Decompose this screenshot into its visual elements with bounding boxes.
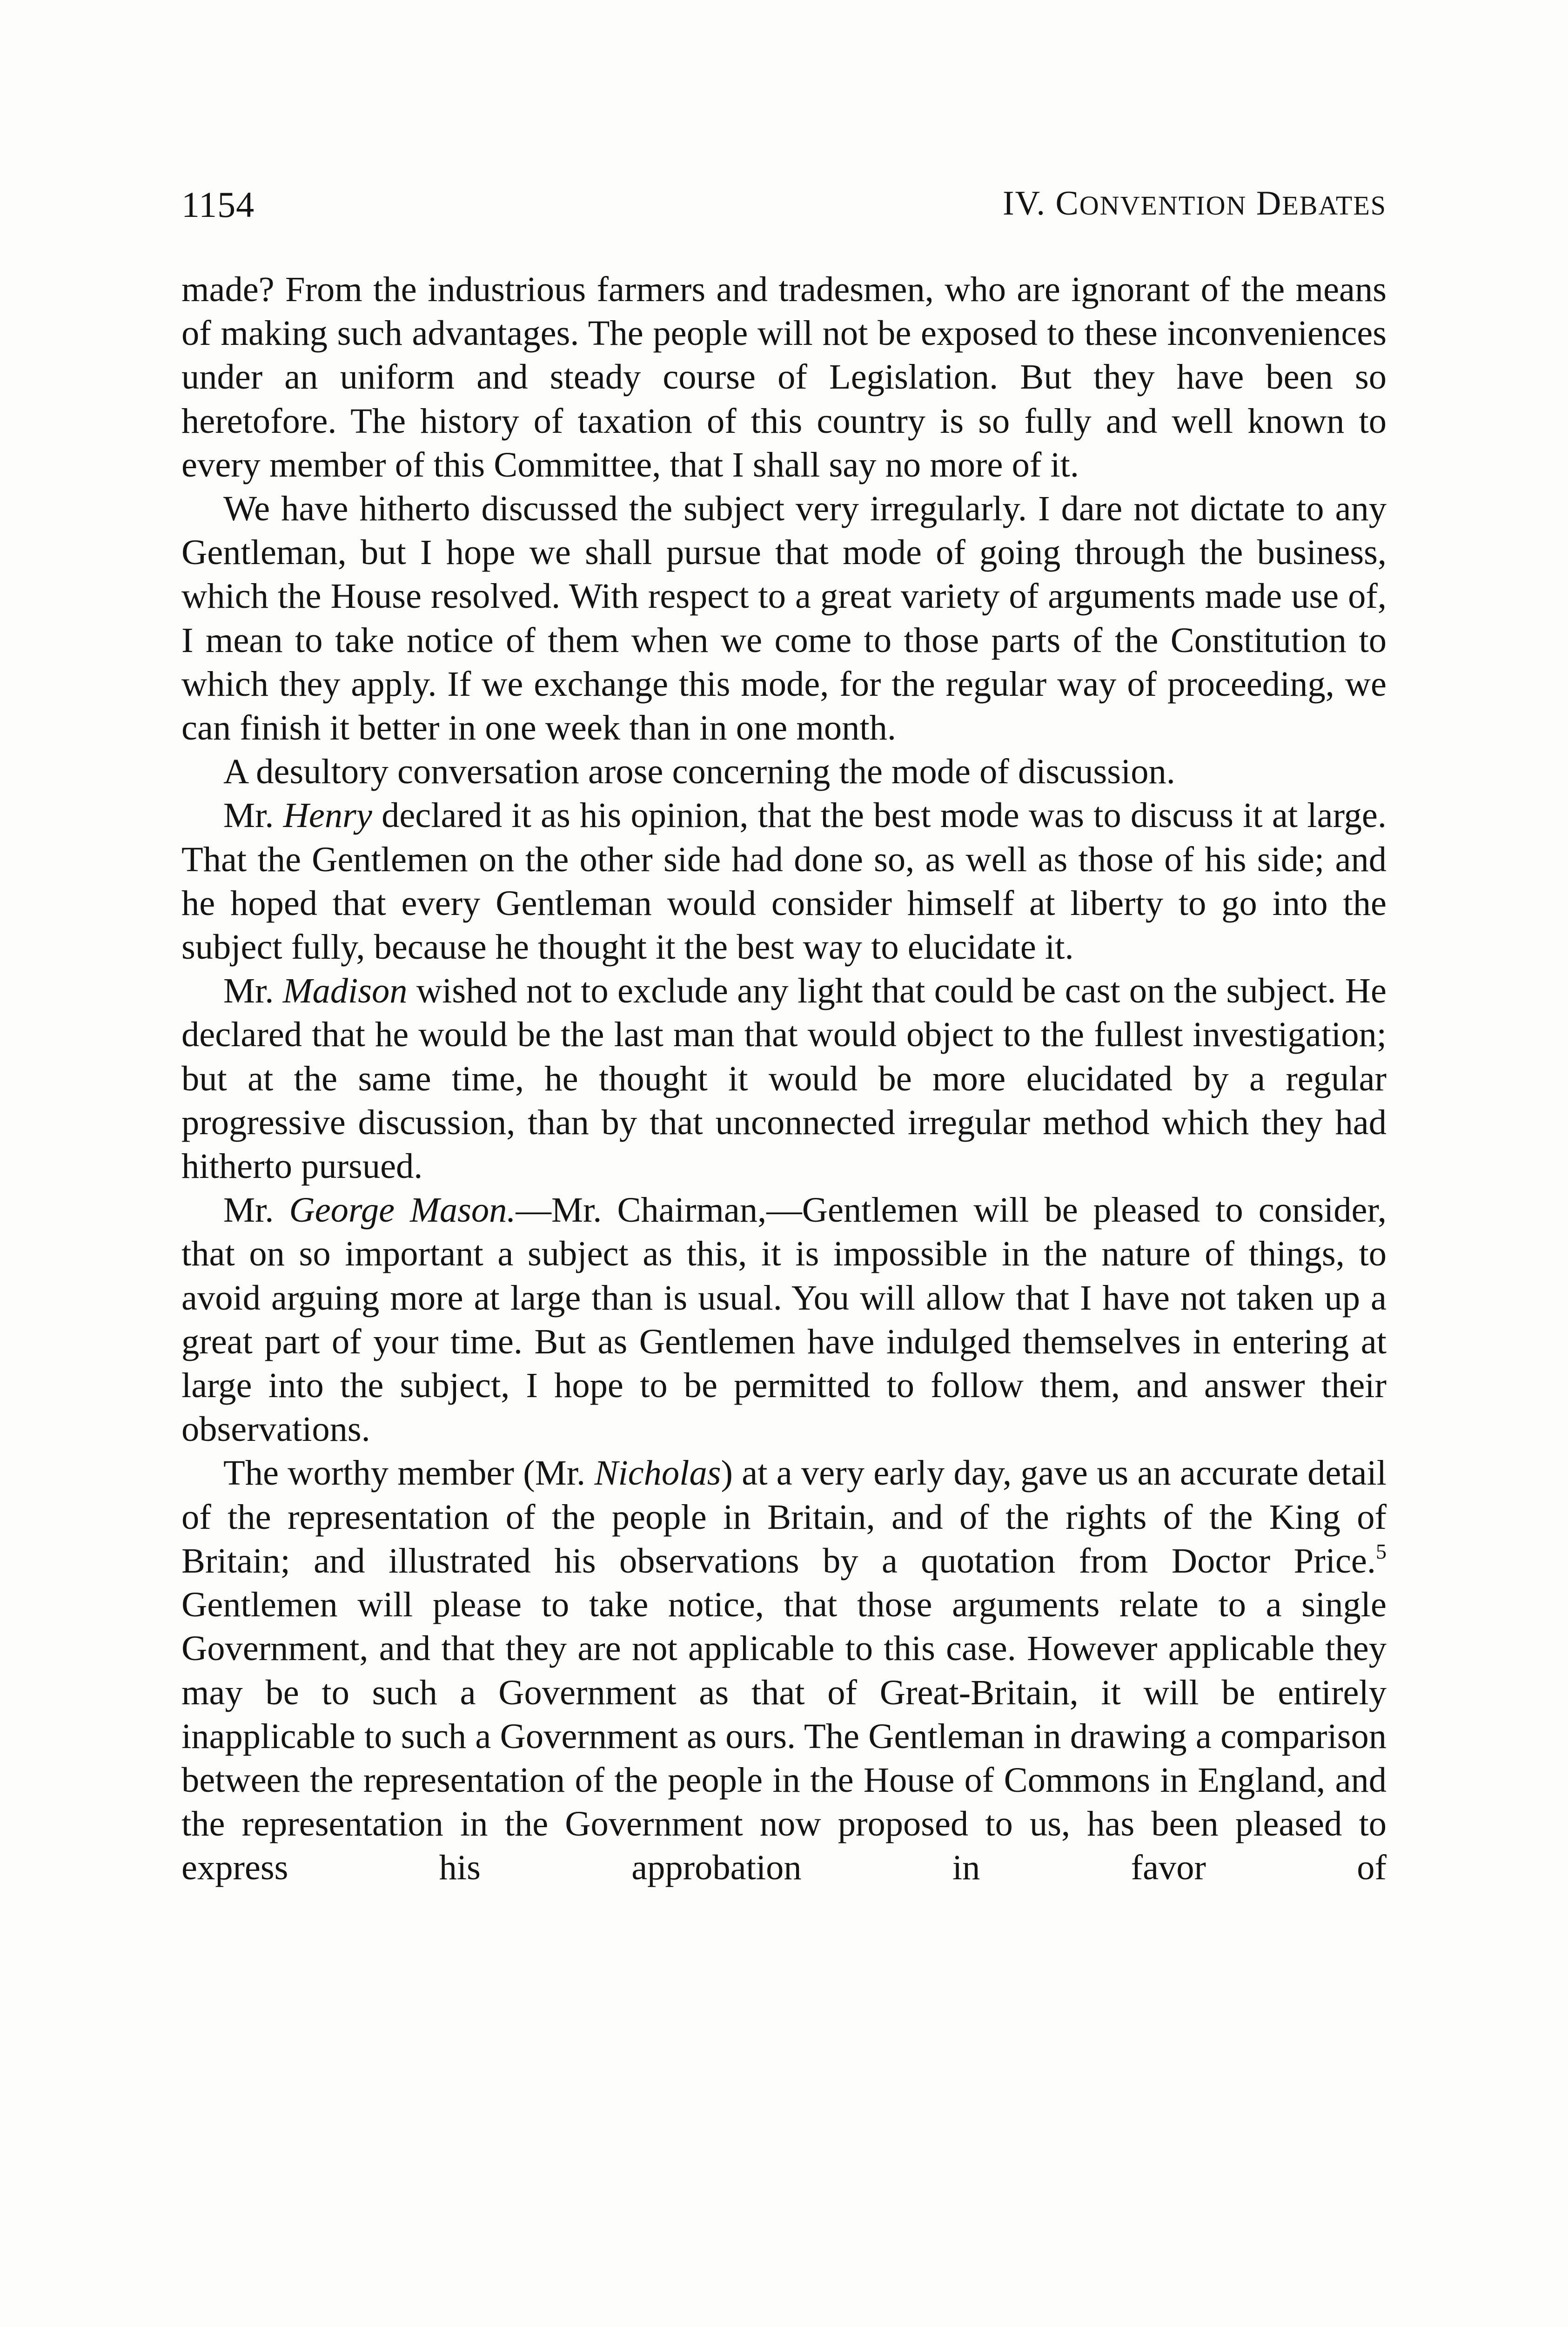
paragraph-4-lead: Mr. [223, 795, 283, 835]
running-head-initial-1: C [1055, 184, 1079, 222]
paragraph-7 [181, 1451, 1387, 1890]
page-header [181, 184, 1387, 235]
speaker-name: George Mason. [289, 1190, 516, 1230]
speaker-name: Madison [282, 971, 408, 1011]
member-name: Nicholas [594, 1453, 721, 1493]
paragraph-3: A desultory conversation arose concerning the mode of discussion. [223, 752, 1175, 792]
paragraph-5 [181, 969, 1387, 1188]
running-head-smallcaps-2: EBATES [1282, 190, 1387, 221]
body-text [181, 268, 1387, 1890]
paragraph-4 [181, 794, 1387, 969]
paragraph-1: made? From the industrious farmers and tradesmen, who are ignorant of the means of making such advantages. The people will not be exposed to these inconveniences under an uniform and steady course of Legislation. But they have been so heretofore. The history of taxation of this country is so fully and well known to every member of this Committee, that I shall say no more of it. [181, 269, 1387, 484]
paragraph-7-body: Gentlemen will please to take notice, that those arguments relate to a single Government, and that they are not applicable to this case. However applicable they may be to such a Government as that of Great-Britain, it will be entirely inapplicable to such a Government as ours. The Gentleman in drawing a comparison between the representation of the people in the House of Commons in England, and the representation in the Government now proposed to us, has been pleased to express his approbation in favor of [181, 1585, 1387, 1888]
running-head-smallcaps-1: ONVENTION [1079, 190, 1247, 221]
paragraph-7-lead: The worthy member (Mr. [223, 1453, 595, 1493]
paragraph-2: We have hitherto discussed the subject very irregularly. I dare not dictate to any Gentleman, but I hope we shall pursue that mode of going through the business, which the House resolved. With respect to a great variety of arguments made use of, I mean to take notice of them when we come to those parts of the Constitution to which they apply. If we exchange this mode, for the regular way of proceeding, we can finish it better in one week than in one month. [181, 489, 1387, 748]
paragraph-7-middle: ) at a very early day, gave us an accurate detail of the representation of the people in Britain, and of the rights of the King of Britain; and illustrated his observations by a quotation from Doctor Price. [181, 1453, 1387, 1580]
paragraph-5-body: wished not to exclude any light that could be cast on the subject. He declared that he would be the last man that would object to the fullest investigation; but at the same time, he thought it would be more elucidated by a regular progressive discussion, than by that unconnected irregular method which they had hitherto pursued. [181, 971, 1387, 1186]
paragraph-6-lead: Mr. [223, 1190, 289, 1230]
running-head-prefix: IV. [1002, 184, 1056, 222]
paragraph-6 [181, 1188, 1387, 1451]
page-number: 1154 [181, 184, 255, 225]
running-head-initial-2: D [1256, 184, 1282, 222]
paragraph-4-body: declared it as his opinion, that the best mode was to discuss it at large. That the Gentlemen on the other side had done so, as well as those of his side; and he hoped that every Gentleman would consider himself at liberty to go into the subject fully, because he thought it the best way to elucidate it. [181, 795, 1387, 967]
paragraph-5-lead: Mr. [223, 971, 283, 1011]
running-head [1003, 184, 1387, 223]
speaker-name: Henry [283, 795, 372, 835]
paragraph-6-body: —Mr. Chairman,—Gentlemen will be pleased to consider, that on so important a subject as this, it is impossible in the nature of things, to avoid arguing more at large than is usual. You will allow that I have not taken up a great part of your time. But as Gentlemen have indulged themselves in entering at large into the subject, I hope to be permitted to follow them, and answer their observations. [181, 1190, 1387, 1449]
footnote-reference[interactable]: 5 [1376, 1539, 1387, 1563]
